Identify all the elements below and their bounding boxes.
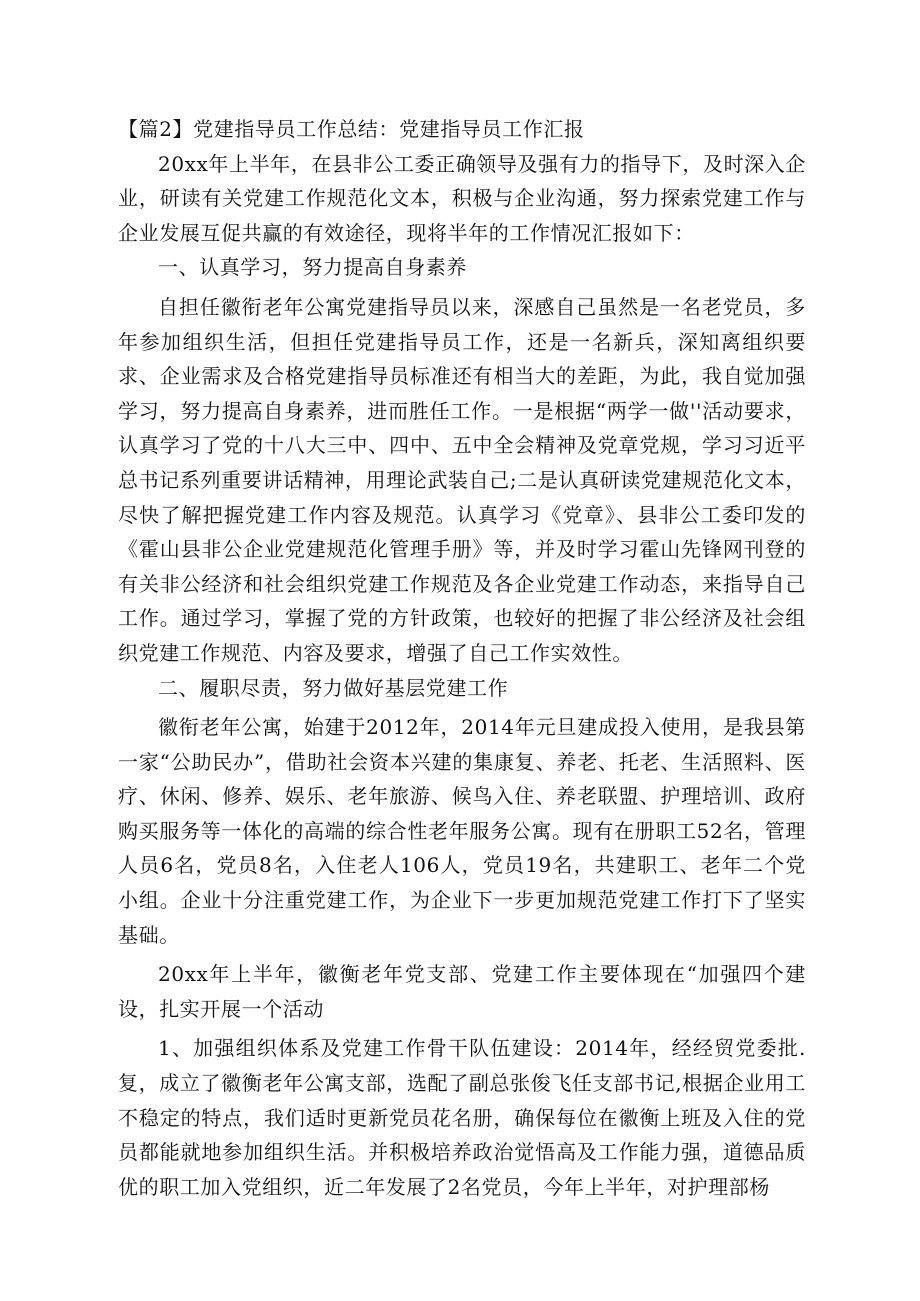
intro-paragraph: 20xx年上半年，在县非公工委正确领导及强有力的指导下，及时深入企业，研读有关党建工作规范化文本，积极与企业沟通，努力探索党建工作与企业发展互促共赢的有效途径，现将半年的工作情况汇报如下： (118, 151, 806, 245)
document-body (118, 112, 806, 1204)
section-2-heading: 二、履职尽责，努力做好基层党建工作 (158, 675, 509, 700)
section-2-paragraph: 徽衔老年公寓，始建于2012年，2014年元旦建成投入使用，是我县第一家“公助民办”，借助社会资本兴建的集康复、养老、托老、生活照料、医疗、休闲、修养、娱乐、老年旅游、候鸟入住、养老联盟、护理培训、政府购买服务等一体化的高端的综合性老年服务公寓。现有在册职工52名，管理人员6名，党员8名，入住老人106人，党员19名，共建职工、老年二个党小组。企业十分注重党建工作，为企业下一步更加规范党建工作打下了坚实基础。 (118, 715, 806, 947)
item-1-paragraph: 1、加强组织体系及党建工作骨干队伍建设：2014年，经经贸党委批.复，成立了徽衡老年公寓支部，选配了副总张俊飞任支部书记,根据企业用工不稳定的特点，我们适时更新党员花名册，确保每位在徽衡上班及入住的党员都能就地参加组织生活。并积极培养政治觉悟高及工作能力强，道德品质优的职工加入党组织，近二年发展了2名党员，今年上半年，对护理部杨 (118, 1036, 806, 1199)
section-1-heading: 一、认真学习，努力提高自身素养 (158, 255, 467, 280)
document-title: 【篇2】党建指导员工作总结：党建指导员工作汇报 (118, 117, 585, 141)
summary-paragraph: 20xx年上半年，徽衡老年党支部、党建工作主要体现在“加强四个建设，扎实开展一个活动 (118, 962, 806, 1021)
section-1-paragraph: 自担任徽衔老年公寓党建指导员以来，深感自己虽然是一名老党员，多年参加组织生活，但担任党建指导员工作，还是一名新兵，深知离组织要求、企业需求及合格党建指导员标准还有相当大的差距，为此，我自觉加强学习，努力提高自身素养，进而胜任工作。一是根据“两学一做''活动要求，认真学习了党的十八大三中、四中、五中全会精神及党章党规，学习习近平总书记系列重要讲话精神，用理论武装自己;二是认真研读党建规范化文本，尽快了解把握党建工作内容及规范。认真学习《党章》、县非公工委印发的《霍山县非公企业党建规范化管理手册》等，并及时学习霍山先锋网刊登的有关非公经济和社会组织党建工作规范及各企业党建工作动态，来指导自己工作。通过学习，掌握了党的方针政策，也较好的把握了非公经济及社会组织党建工作规范、内容及要求，增强了自己工作实效性。 (118, 294, 806, 665)
